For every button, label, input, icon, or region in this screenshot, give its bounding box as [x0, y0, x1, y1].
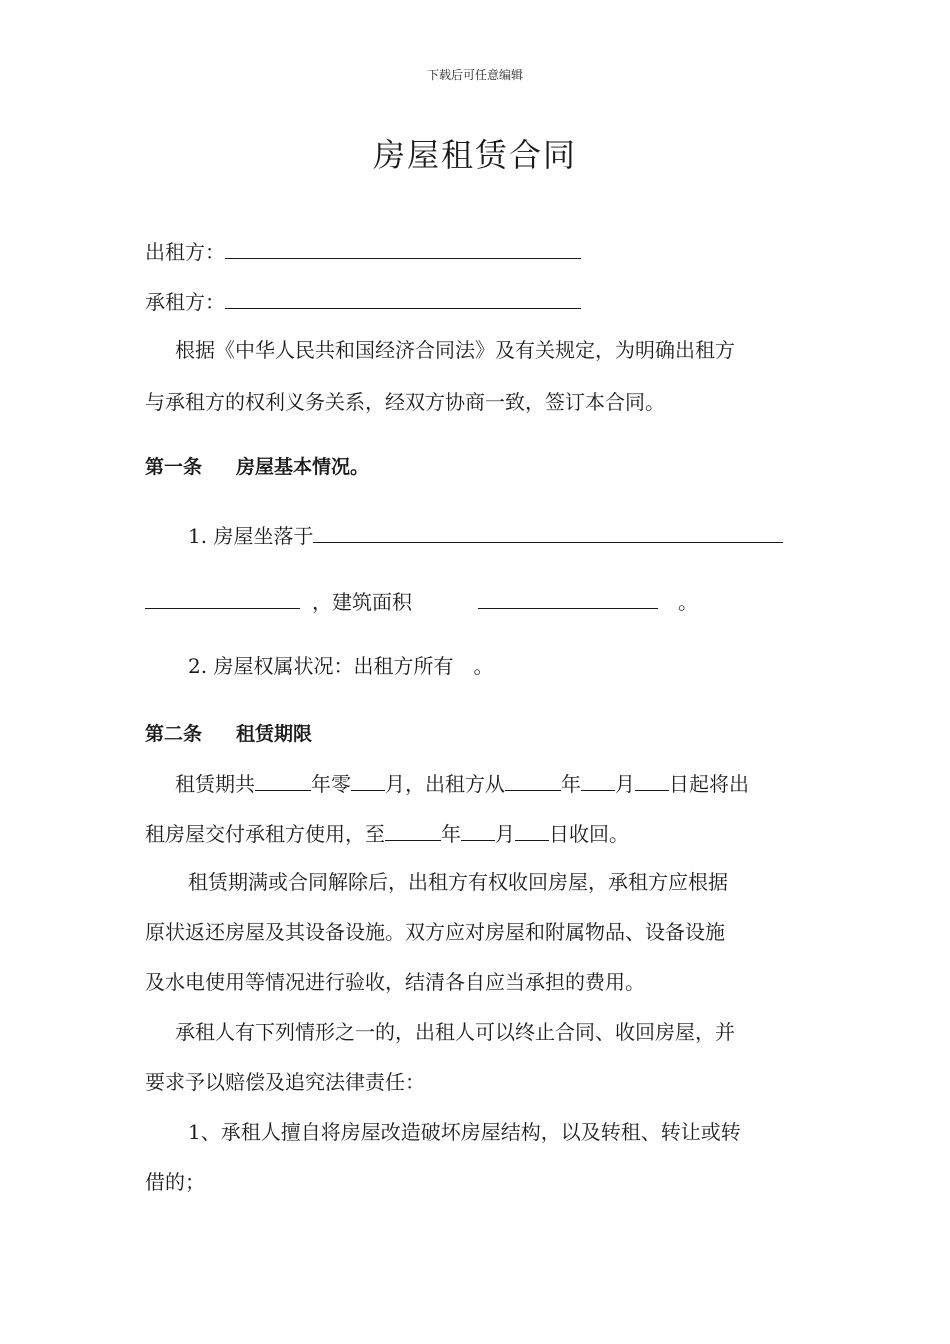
- lessor-line: [145, 236, 581, 266]
- start-year-blank: [505, 768, 561, 791]
- term-text: 租赁期共: [175, 772, 255, 796]
- document-title: 房屋租赁合同: [372, 136, 577, 174]
- article-1-item-1: [188, 520, 783, 550]
- term-text: 日起将出: [669, 772, 749, 796]
- termination-line-1: 承租人有下列情形之一的，出租人可以终止合同、收回房屋，并: [175, 1020, 735, 1044]
- article-2-num: 第二条: [145, 723, 203, 745]
- term-text: 月，出租方从: [385, 772, 505, 796]
- term-text: 月: [495, 822, 515, 846]
- end-day-blank: [515, 818, 549, 841]
- article-1-item-2: [188, 652, 493, 680]
- location-label: 1. 房屋坐落于: [188, 524, 314, 548]
- location-blank: [313, 520, 783, 543]
- article-1-title: 房屋基本情况。: [236, 456, 370, 478]
- lessee-line: [145, 286, 581, 316]
- article-1-area-line: [145, 586, 698, 616]
- term-line-1: [175, 768, 749, 798]
- term-months-blank: [351, 768, 385, 791]
- term-text: 年: [561, 772, 581, 796]
- area-label: ，建筑面积: [312, 590, 412, 614]
- start-month-blank: [581, 768, 615, 791]
- lessor-blank: [225, 236, 581, 259]
- article-2-title: 租赁期限: [236, 723, 313, 745]
- term-line-2: [145, 818, 629, 848]
- lessee-blank: [225, 286, 581, 309]
- expiry-line-3: 及水电使用等情况进行验收，结清各自应当承担的费用。: [145, 970, 645, 994]
- intro-line-1: 根据《中华人民共和国经济合同法》及有关规定，为明确出租方: [175, 338, 735, 362]
- ownership-text: 2. 房屋权属状况：出租方所有: [188, 654, 454, 678]
- start-day-blank: [635, 768, 669, 791]
- term-years-blank: [255, 768, 311, 791]
- article-1-heading: [145, 453, 369, 481]
- term-text: 年零: [311, 772, 351, 796]
- clause-1-line-2: 借的；: [145, 1170, 205, 1194]
- article-2-heading: [145, 720, 312, 748]
- end-month-blank: [461, 818, 495, 841]
- term-text: 年: [441, 822, 461, 846]
- ownership-end-mark: 。: [473, 654, 494, 678]
- lessor-label: 出租方：: [145, 240, 225, 264]
- clause-1-line-1: 1、承租人擅自将房屋改造破坏房屋结构，以及转租、转让或转: [188, 1120, 741, 1144]
- article-1-num: 第一条: [145, 456, 203, 478]
- area-end-mark: 。: [678, 590, 698, 614]
- lessee-label: 承租方：: [145, 290, 225, 314]
- term-text: 月: [615, 772, 635, 796]
- page-header-note: 下载后可任意编辑: [426, 68, 523, 82]
- expiry-line-2: 原状返还房屋及其设备设施。双方应对房屋和附属物品、设备设施: [145, 920, 725, 944]
- location-blank-cont: [145, 586, 300, 609]
- expiry-line-1: 租赁期满或合同解除后，出租方有权收回房屋，承租方应根据: [188, 870, 728, 894]
- end-year-blank: [385, 818, 441, 841]
- area-blank: [478, 586, 658, 609]
- termination-line-2: 要求予以赔偿及追究法律责任：: [145, 1070, 425, 1094]
- term-text: 日收回。: [549, 822, 629, 846]
- intro-line-2: 与承租方的权利义务关系，经双方协商一致，签订本合同。: [145, 390, 665, 414]
- term-text: 租房屋交付承租方使用，至: [145, 822, 385, 846]
